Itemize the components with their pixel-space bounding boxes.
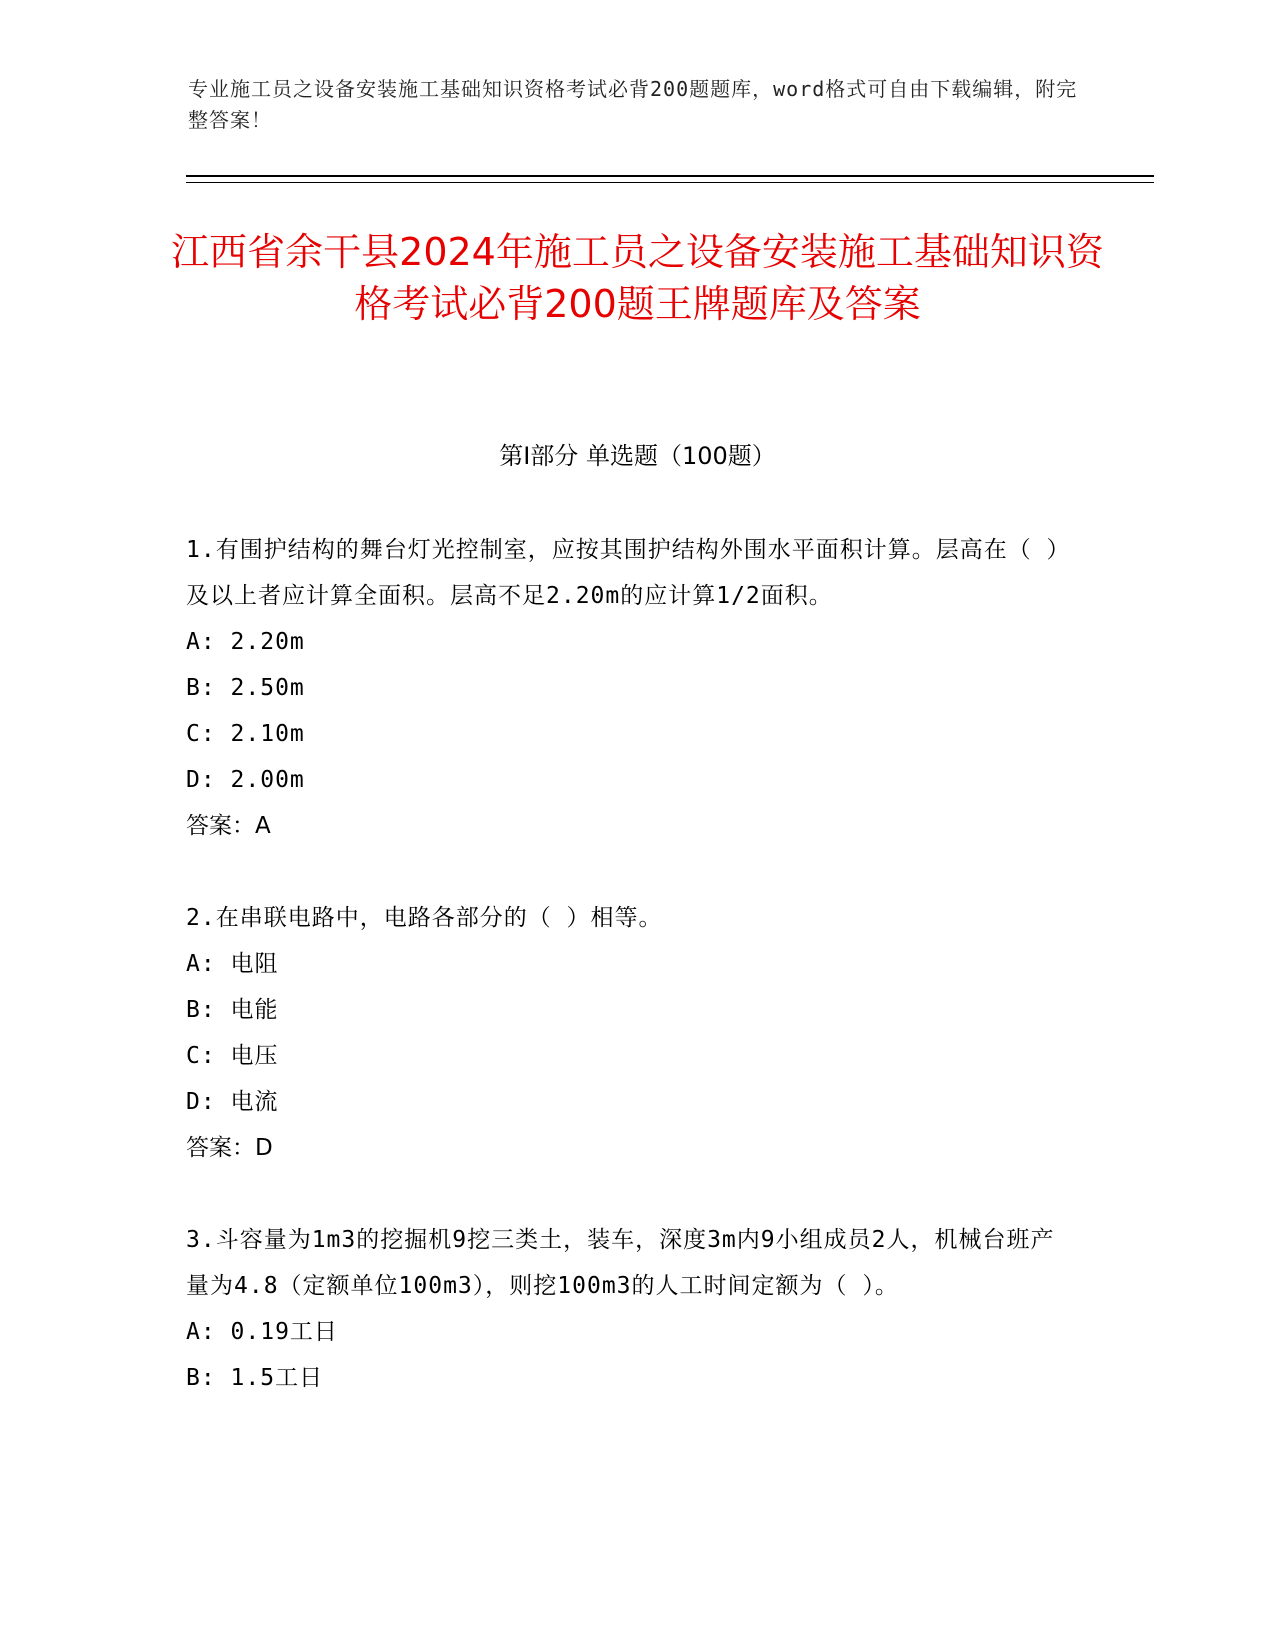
option-a[interactable]: A: 电阻 bbox=[186, 951, 279, 977]
option-c[interactable]: C: 2.10m bbox=[186, 721, 305, 747]
option-b[interactable]: B: 1.5工日 bbox=[186, 1365, 324, 1391]
option-d[interactable]: D: 2.00m bbox=[186, 767, 305, 793]
question-2 bbox=[186, 895, 1071, 1171]
header-divider-thin bbox=[186, 182, 1154, 183]
option-a[interactable]: A: 0.19工日 bbox=[186, 1319, 338, 1345]
question-text: 2.在串联电路中，电路各部分的（ ）相等。 bbox=[186, 905, 663, 931]
answer: 答案：D bbox=[186, 1135, 273, 1161]
question-1 bbox=[186, 527, 1071, 849]
header-note: 专业施工员之设备安装施工基础知识资格考试必背200题题库，word格式可自由下载编辑，附完整答案！ bbox=[188, 77, 1078, 132]
question-text: 1.有围护结构的舞台灯光控制室，应按其围护结构外围水平面积计算。层高在（ ）及以上者应计算全面积。层高不足2.20m的应计算1/2面积。 bbox=[186, 537, 1071, 609]
option-b[interactable]: B: 2.50m bbox=[186, 675, 305, 701]
answer: 答案：A bbox=[186, 813, 271, 839]
option-c[interactable]: C: 电压 bbox=[186, 1043, 279, 1069]
option-d[interactable]: D: 电流 bbox=[186, 1089, 279, 1115]
question-list bbox=[186, 527, 1071, 1447]
question-text: 3.斗容量为1m3的挖掘机9挖三类土，装车，深度3m内9小组成员2人，机械台班产量为4.8（定额单位100m3），则挖100m3的人工时间定额为（ ）。 bbox=[186, 1227, 1055, 1299]
question-3 bbox=[186, 1217, 1071, 1401]
option-b[interactable]: B: 电能 bbox=[186, 997, 279, 1023]
document-title: 江西省余干县2024年施工员之设备安装施工基础知识资格考试必背200题王牌题库及答案 bbox=[171, 230, 1104, 326]
option-a[interactable]: A: 2.20m bbox=[186, 629, 305, 655]
header-divider-thick bbox=[186, 175, 1154, 177]
section-heading: 第I部分 单选题（100题） bbox=[499, 442, 776, 470]
